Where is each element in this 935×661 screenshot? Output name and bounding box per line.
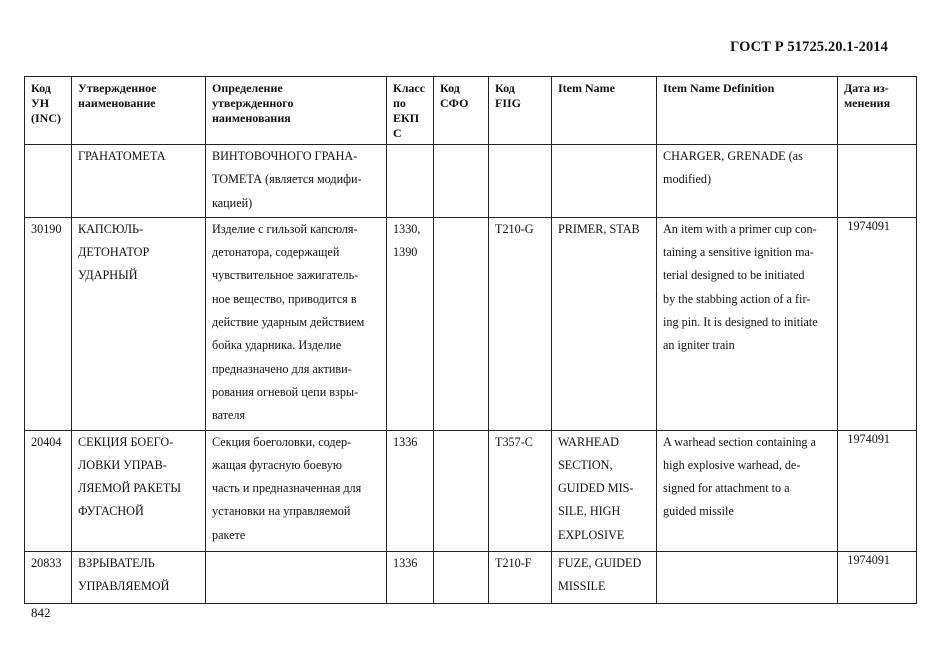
col-header-fiig: Код FIIG: [489, 77, 552, 145]
cell-class: 1330, 1390: [387, 217, 434, 430]
cell-inc: 30190: [25, 217, 72, 430]
cell-name: ВЗРЫВАТЕЛЬ УПРАВЛЯЕМОЙ: [72, 551, 206, 603]
col-header-change-date: Дата из- менения: [838, 77, 917, 145]
page-number: 842: [31, 605, 51, 620]
col-header-sfo: Код СФО: [434, 77, 489, 145]
col-header-item-definition: Item Name Definition: [657, 77, 838, 145]
cell-inc: [25, 145, 72, 218]
col-header-item-name: Item Name: [552, 77, 657, 145]
cell-name: КАПСЮЛЬ- ДЕТОНАТОР УДАРНЫЙ: [72, 217, 206, 430]
cell-inc: 20404: [25, 430, 72, 551]
document-code: ГОСТ Р 51725.20.1-2014: [730, 39, 888, 55]
cell-definition: [206, 551, 387, 603]
cell-definition: ВИНТОВОЧНОГО ГРАНА- ТОМЕТА (является модифи- кацией): [206, 145, 387, 218]
table-row: [25, 430, 917, 551]
cell-item-name: WARHEAD SECTION, GUIDED MIS- SILE, HIGH EXPLOSIVE: [552, 430, 657, 551]
cell-definition: Изделие с гильзой капсюля- детонатора, содержащей чувствительное зажигатель- ное вещество, приводится в действие ударным действием бойка ударника. Изделие предназначено для активи- рования огневой цепи взры- вателя: [206, 217, 387, 430]
catalog-table: [24, 76, 917, 604]
cell-fiig: [489, 145, 552, 218]
cell-item-name: FUZE, GUIDED MISSILE: [552, 551, 657, 603]
cell-item-definition: CHARGER, GRENADE (as modified): [657, 145, 838, 218]
cell-change-date: 1974091: [838, 430, 917, 551]
cell-fiig: T210-F: [489, 551, 552, 603]
cell-change-date: 1974091: [838, 217, 917, 430]
cell-sfo: [434, 217, 489, 430]
cell-item-definition: A warhead section containing a high explosive warhead, de- signed for attachment to a guided missile: [657, 430, 838, 551]
cell-class: [387, 145, 434, 218]
cell-sfo: [434, 430, 489, 551]
cell-fiig: T210-G: [489, 217, 552, 430]
cell-change-date: 1974091: [838, 551, 917, 603]
col-header-inc: Код УН (INC): [25, 77, 72, 145]
cell-class: 1336: [387, 551, 434, 603]
cell-inc: 20833: [25, 551, 72, 603]
cell-item-definition: [657, 551, 838, 603]
cell-item-definition: An item with a primer cup con- taining a sensitive ignition ma- terial designed to be initiated by the stabbing action of a fir- ing pin. It is designed to initiate an igniter train: [657, 217, 838, 430]
col-header-definition: Определение утвержденного наименования: [206, 77, 387, 145]
table-header-row: [25, 77, 917, 145]
cell-class: 1336: [387, 430, 434, 551]
table-row: [25, 551, 917, 603]
cell-item-name: [552, 145, 657, 218]
col-header-class: Класс по ЕКП С: [387, 77, 434, 145]
cell-definition: Секция боеголовки, содер- жащая фугасную боевую часть и предназначенная для установки на управляемой ракете: [206, 430, 387, 551]
cell-item-name: PRIMER, STAB: [552, 217, 657, 430]
cell-name: СЕКЦИЯ БОЕГО- ЛОВКИ УПРАВ- ЛЯЕМОЙ РАКЕТЫ ФУГАСНОЙ: [72, 430, 206, 551]
cell-change-date: [838, 145, 917, 218]
cell-name: ГРАНАТОМЕТА: [72, 145, 206, 218]
cell-sfo: [434, 551, 489, 603]
col-header-approved-name: Утвержденное наименование: [72, 77, 206, 145]
cell-sfo: [434, 145, 489, 218]
table-row: [25, 145, 917, 218]
table-row: [25, 217, 917, 430]
cell-fiig: T357-C: [489, 430, 552, 551]
